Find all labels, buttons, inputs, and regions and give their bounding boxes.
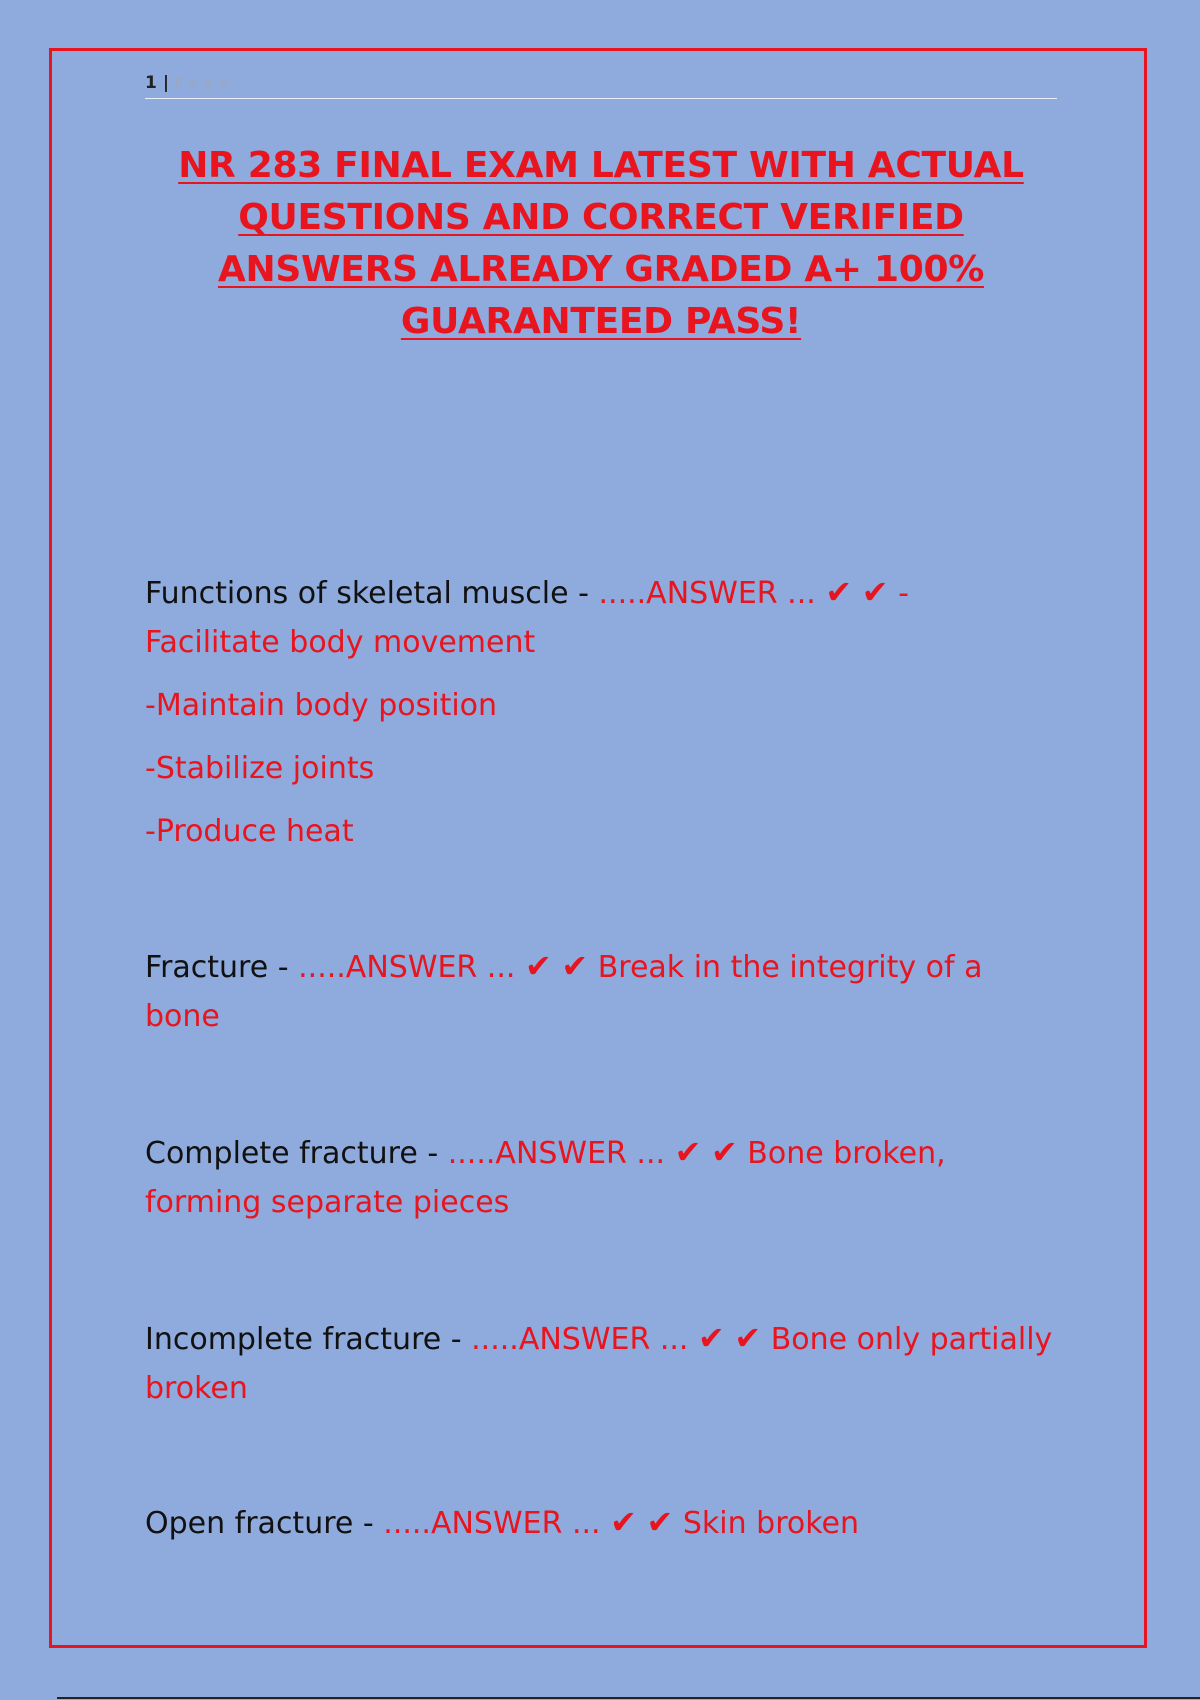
document-title: NR 283 FINAL EXAM LATEST WITH ACTUAL QUESTIONS AND CORRECT VERIFIED ANSWERS ALREADY GRADED A+ 100% GUARANTEED PASS!	[178, 145, 1024, 342]
question-text: Open fracture	[145, 1506, 354, 1541]
qa-item-skeletal-muscle	[145, 568, 1065, 856]
question-text: Complete fracture	[145, 1136, 418, 1171]
answer-marker: .....ANSWER ...	[471, 1322, 689, 1357]
qa-item-incomplete-fracture: Incomplete fracture - .....ANSWER ... ✔ ✔ Bone only partially broken	[145, 1319, 1053, 1406]
check-mark-icon: ✔	[825, 573, 853, 611]
answer-text: Skin broken	[682, 1506, 859, 1541]
qa-item-open-fracture: Open fracture - .....ANSWER ... ✔ ✔ Skin broken	[145, 1503, 859, 1541]
answer-list-item: -Maintain body position	[145, 688, 498, 723]
answer-marker: .....ANSWER ...	[598, 576, 816, 611]
check-mark-icon: ✔	[710, 1133, 738, 1171]
page-label: Page	[174, 74, 235, 92]
question-text: Fracture	[145, 950, 269, 985]
qa-item-complete-fracture: Complete fracture - .....ANSWER ... ✔ ✔ Bone broken, forming separate pieces	[145, 1133, 946, 1220]
check-mark-icon: ✔	[674, 1133, 702, 1171]
check-mark-icon: ✔	[610, 1503, 637, 1541]
answer-marker: .....ANSWER ...	[447, 1136, 666, 1171]
bottom-divider	[57, 1697, 1200, 1699]
answer-list-item: -Produce heat	[145, 814, 354, 849]
answer-text: Break in the integrity of a bone	[145, 950, 983, 1034]
page-number: 1	[145, 73, 157, 93]
qa-question-line: Functions of skeletal muscle - .....ANSWER ... ✔ ✔ -	[145, 573, 909, 611]
check-mark-icon: ✔	[524, 947, 552, 985]
check-mark-icon: ✔	[861, 573, 889, 611]
check-mark-icon: ✔	[697, 1319, 725, 1357]
answer-marker: .....ANSWER ...	[298, 950, 516, 985]
check-mark-icon: ✔	[646, 1503, 674, 1541]
qa-item-fracture: Fracture - .....ANSWER ... ✔ ✔ Break in the integrity of a bone	[145, 947, 983, 1034]
check-mark-icon: ✔	[561, 947, 589, 985]
answer-list-item: -Stabilize joints	[145, 751, 375, 786]
check-mark-icon: ✔	[734, 1319, 762, 1357]
page-header	[145, 68, 1057, 99]
answer-text: Bone only partially broken	[145, 1322, 1053, 1406]
answer-text: Bone broken, forming separate pieces	[145, 1136, 946, 1220]
answer-marker: .....ANSWER ...	[383, 1506, 601, 1541]
header-separator: |	[162, 73, 170, 93]
answer-dash: -	[898, 576, 909, 611]
question-text: Incomplete fracture	[145, 1322, 442, 1357]
answer-text: Facilitate body movement	[145, 625, 536, 660]
question-text: Functions of skeletal muscle	[145, 576, 569, 611]
